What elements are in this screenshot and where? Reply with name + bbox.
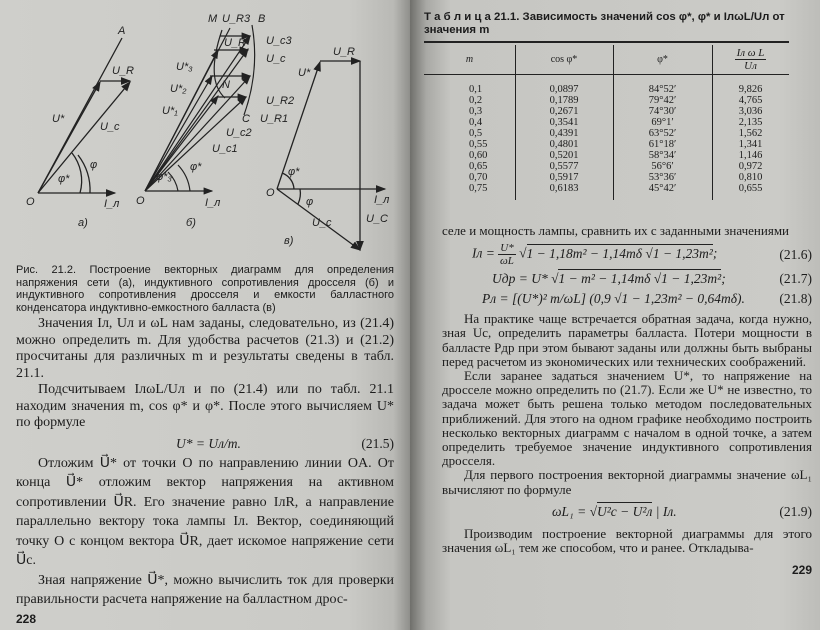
body-text-2 xyxy=(16,454,394,610)
table-cell: 0,810 xyxy=(738,172,763,183)
table-cell: 0,5 xyxy=(469,128,483,139)
equation-21-8: Pл = [(U*)² m/ωL] (0,9 √1 − 1,23m² − 0,64mδ). xyxy=(482,291,745,307)
right-text-flow xyxy=(442,224,812,577)
label-o: O xyxy=(26,196,35,208)
label-u3star: U*₃ xyxy=(176,61,193,73)
paragraph: Для первого построения векторной диаграммы значение ωL₁ вычисляют по формуле xyxy=(442,467,812,497)
table-cell: 0,60 xyxy=(469,150,488,161)
label-phi-c: φ xyxy=(306,196,314,208)
equation-21-5-row xyxy=(16,435,394,453)
label-phistar: φ* xyxy=(58,173,70,185)
equation-21-8-row xyxy=(442,290,812,308)
table-cell: 3,036 xyxy=(738,106,763,117)
table-cell: 0,0897 xyxy=(549,84,579,95)
table-cell: 58°34′ xyxy=(648,150,677,161)
body-text-right xyxy=(442,312,812,497)
equation-number: (21.9) xyxy=(779,503,812,519)
label-a: A xyxy=(118,25,126,37)
table-row xyxy=(424,117,789,128)
ratio-denominator: Uл xyxy=(744,59,757,72)
equation-21-7: Uдр = U* √1 − m² − 1,14mδ √1 − 1,23m²; xyxy=(492,271,726,287)
label-phistar-b: φ* xyxy=(190,161,202,173)
table-row xyxy=(424,150,789,161)
equation-21-6: Iл = $\frac{U*}{\omega L}$ √1 − 1,18m² − 1,14mδ √1 − 1,23m²; xyxy=(472,242,718,268)
table-row xyxy=(424,161,789,172)
label-u2star: U*₂ xyxy=(170,83,187,95)
label-uc-c: U_c xyxy=(312,217,332,229)
eq-root: 1 − 1,18m² − 1,14mδ √1 − 1,23m² xyxy=(526,245,713,261)
label-uc3: U_c3 xyxy=(266,35,292,47)
label-fig-b: б) xyxy=(186,217,196,229)
label-phi: φ xyxy=(90,159,98,171)
paragraph: Значения Iл, Uл и ωL нам заданы, следовательно, из (21.4) можно определить m. Для удобства расчетов (21.3) и (21.2) просчитаны для различных m и результаты сведены в табл. 21.1. xyxy=(16,316,394,381)
label-i: I_л xyxy=(104,198,120,210)
table-cell: 0,5577 xyxy=(549,161,579,172)
col-header-cos: cos φ* xyxy=(550,53,578,65)
table-body xyxy=(424,84,789,194)
label-ur: U_R xyxy=(112,65,135,77)
eq-lhs: ωL₁ = xyxy=(552,503,587,519)
page-number: 229 xyxy=(791,563,812,578)
table-header xyxy=(424,44,789,74)
arc-phi xyxy=(78,155,90,193)
eq-root: 1 − m² − 1,14mδ √1 − 1,23m² xyxy=(558,271,722,287)
table-cell: 2,135 xyxy=(738,117,763,128)
equation-number: (21.7) xyxy=(779,271,812,287)
table-cell: 1,146 xyxy=(738,150,763,161)
label-i-b: I_л xyxy=(205,197,221,209)
label-fig-c: в) xyxy=(284,235,294,247)
table-row xyxy=(424,139,789,150)
label-ur-b: U_R xyxy=(224,37,247,49)
eq-den: ωL xyxy=(500,255,514,268)
table-cell: 0,3541 xyxy=(549,117,579,128)
table-cell: 74°30′ xyxy=(648,106,677,117)
table-cell: 0,70 xyxy=(469,172,488,183)
eq-lhs: Iл = xyxy=(472,245,495,261)
table-cell: 69°1′ xyxy=(651,117,674,128)
table-cell: 0,55 xyxy=(469,139,488,150)
table-cell: 45°42′ xyxy=(648,183,677,194)
paragraph: На практике чаще встречается обратная задача, когда нужно, зная Uc, определить параметры балласта. Потери мощности в балласте Pдр при этом бывают заданы или должны быть выбраны перед расчетом из экономических или технических соображений. xyxy=(442,311,812,369)
page-number: 228 xyxy=(16,611,37,626)
figure-caption: Рис. 21.2. Построение векторных диаграмм для определения напряжения сети (а), индуктивного сопротивления дросселя (б) и индуктивного сопротивления дросселя и емкости балластного конденсатора индуктивно-емкостного балласта (в) xyxy=(16,264,394,314)
paragraph: Если заранее задаться значением U*, то напряжение на дросселе можно определить по (21.7). Если же U* не известно, то задача может быть решена только методом последовательных приближений. Для этого на одном графике необходимо построить несколько векторных диаграмм с началом в одной точке, а затем определить требуемое значение индуктивного сопротивления дросселя. xyxy=(442,368,812,469)
label-ucap-c: U_C xyxy=(366,213,389,225)
table-cell: 53°36′ xyxy=(648,172,677,183)
table-cell: 0,4801 xyxy=(549,139,579,150)
table-cell: 0,655 xyxy=(738,183,763,194)
label-o-c: O xyxy=(266,187,275,199)
ratio-numerator: Iл ω L xyxy=(736,46,765,59)
table-top-rule xyxy=(424,41,789,43)
col-header-m: m xyxy=(465,53,474,65)
table-cell: 0,75 xyxy=(469,183,488,194)
label-ustar-c: U* xyxy=(298,67,311,79)
label-uc2: U_c2 xyxy=(226,127,252,139)
table-cell: 0,4391 xyxy=(549,128,579,139)
table-cell: 79°42′ xyxy=(648,95,677,106)
equation-21-9-row xyxy=(442,503,812,521)
table-cell: 1,341 xyxy=(738,139,763,150)
label-ur1: U_R1 xyxy=(260,113,289,125)
col-header-ratio xyxy=(712,47,789,72)
equation-number: (21.5) xyxy=(361,435,394,451)
eq-num: U* xyxy=(500,242,514,255)
table-cell: 84°52′ xyxy=(648,84,677,95)
table-cell: 0,3 xyxy=(469,106,483,117)
equation-21-6-row xyxy=(442,242,812,267)
table-cell: 0,972 xyxy=(738,161,763,172)
table-row xyxy=(424,128,789,139)
equation-21-5: U* = Uл/m. xyxy=(176,435,241,451)
table-row xyxy=(424,84,789,95)
label-o-b: O xyxy=(136,195,145,207)
eq-root: U²c − U²л xyxy=(597,503,653,519)
label-ustar: U* xyxy=(52,113,65,125)
intro-text xyxy=(442,224,812,238)
label-u1star: U*₁ xyxy=(162,105,178,117)
table-cell: 0,1789 xyxy=(549,95,579,106)
eq-lhs: Uдр = U* xyxy=(492,271,548,287)
left-text-flow xyxy=(16,264,394,626)
eq-tail: | Iл. xyxy=(655,503,677,519)
table-cell: 56°6′ xyxy=(651,161,674,172)
table-header-rule xyxy=(424,74,789,75)
paragraph: Отложим U⃗* от точки O по направлению линии OA. От конца U⃗* отложим вектор напряжения на активном сопротивлении U⃗R. Его значение равно IлR, а направление параллельно вектору тока лампы Iл. Вектор, соединяющий точку O с концом вектора U⃗R, дает искомое напряжение сети U⃗c. xyxy=(16,455,394,569)
equation-number: (21.6) xyxy=(779,247,812,263)
body-text-1 xyxy=(16,316,394,432)
label-ur3: U_R3 xyxy=(222,13,251,25)
body-text-right-2 xyxy=(442,527,812,555)
label-uc-b: U_c xyxy=(266,53,286,65)
label-ur-c: U_R xyxy=(333,46,356,58)
label-b: B xyxy=(258,13,266,25)
col-header-phi: φ* xyxy=(657,53,668,65)
label-c: C xyxy=(242,113,250,125)
equation-21-7-row xyxy=(442,270,812,288)
table-cell: 0,65 xyxy=(469,161,488,172)
table-cell: 0,4 xyxy=(469,117,483,128)
eq-tail: ; xyxy=(721,271,726,287)
table-row xyxy=(424,95,789,106)
table-cell: 63°52′ xyxy=(648,128,677,139)
label-uc: U_c xyxy=(100,121,120,133)
table-cell: 4,765 xyxy=(738,95,763,106)
table-title: Т а б л и ц а 21.1. Зависимость значений cos φ*, φ* и IлωL/Uл от значения m xyxy=(424,11,785,36)
table-row xyxy=(424,172,789,183)
equation-21-9: ωL₁ = √U²c − U²л | Iл. xyxy=(552,503,677,519)
label-n: N xyxy=(222,79,230,91)
label-fig-a: а) xyxy=(78,217,88,229)
paragraph: Подсчитываем IлωL/Uл и по (21.4) или по табл. 21.1 находим значения m, cos φ* и φ*. После этого вычисляем U* по формуле xyxy=(16,382,394,431)
table-cell: 9,826 xyxy=(738,84,763,95)
equation-number: (21.8) xyxy=(779,291,812,307)
table-cell: 0,5201 xyxy=(549,150,579,161)
label-i-c: I_л xyxy=(374,194,390,206)
vector-u-c xyxy=(38,82,130,193)
label-uc1: U_c1 xyxy=(212,143,238,155)
right-page xyxy=(410,0,820,630)
label-phistar-c: φ* xyxy=(288,166,300,178)
vector-diagrams-figure xyxy=(0,0,410,260)
paragraph: селе и мощность лампы, сравнить их с заданными значениями xyxy=(442,223,790,238)
table-cell: 0,6183 xyxy=(549,183,579,194)
table-cell: 61°18′ xyxy=(648,139,677,150)
paragraph: Зная напряжение U⃗*, можно вычислить ток для проверки правильности расчета напряжение на балластном дрос- xyxy=(16,572,394,608)
table-row xyxy=(424,106,789,117)
table-cell: 0,5917 xyxy=(549,172,579,183)
table-cell: 0,1 xyxy=(469,84,483,95)
table-cell: 1,562 xyxy=(738,128,763,139)
table-cell: 0,2 xyxy=(469,95,483,106)
label-phi3star: φ*₃ xyxy=(156,171,172,183)
table-row xyxy=(424,183,789,194)
paragraph: Производим построение векторной диаграммы для этого значения ωL₁ тем же способом, что и ранее. Откладыва- xyxy=(442,525,812,556)
eq-tail: ; xyxy=(712,245,718,261)
table-cell: 0,2671 xyxy=(549,106,579,117)
label-ur2: U_R2 xyxy=(266,95,295,107)
label-m: M xyxy=(208,13,218,25)
